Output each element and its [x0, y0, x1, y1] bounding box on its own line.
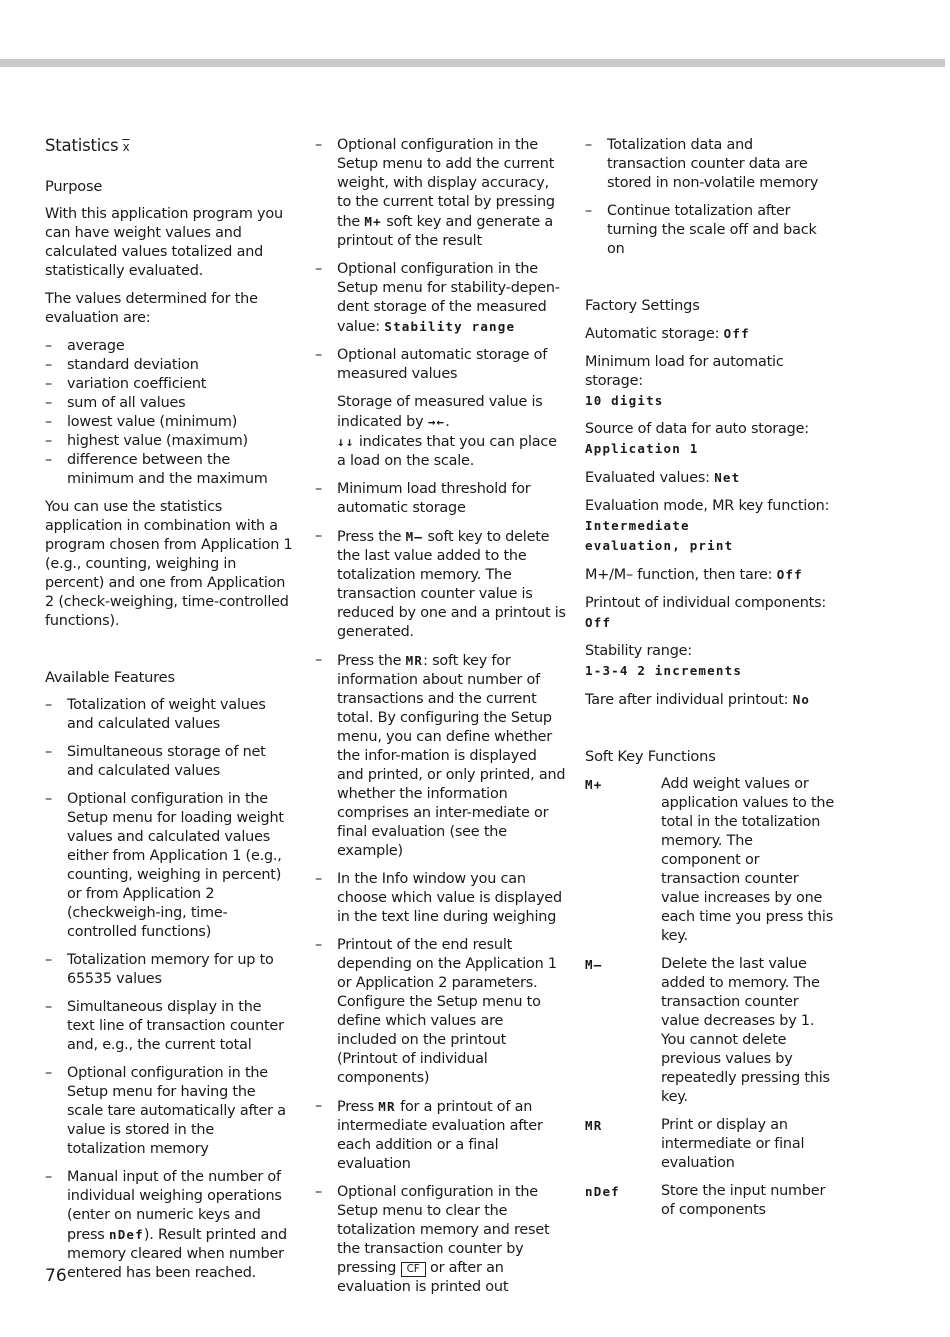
- list-item: – variation coefficient: [45, 375, 293, 394]
- softkey-row-mplus: [585, 775, 835, 946]
- softkey-description: Delete the last value added to memory. The transaction counter value decreases by 1. You cannot delete previous values by repeatedly pressing this key.: [661, 956, 830, 1105]
- list-item: – Optional configuration in the Setup menu for loading weight values and calculated values either from Application 1 (e.g., counting, weighing in percent) or from Application 2 (checkweigh-ing, time-controlled functions): [45, 790, 293, 942]
- purpose-paragraph-2: The values determined for the evaluation are:: [45, 291, 258, 326]
- list-item: – Simultaneous display in the text line of transaction counter and, e.g., the current total: [45, 998, 293, 1055]
- setting-auto-storage: Automatic storage: Off: [585, 326, 750, 342]
- list-item: – lowest value (minimum): [45, 413, 293, 432]
- purpose-paragraph-1: With this application program you can have weight values and calculated values totalized and statistically evaluated.: [45, 206, 283, 279]
- softkey-row-ndef: [585, 1182, 835, 1220]
- list-item: – Manual input of the number of individual weighing operations (enter on numeric keys and press nDef). Result printed and memory cleared when number entered has been reached.: [45, 1168, 293, 1283]
- softkey-label: M+: [585, 777, 603, 792]
- ndef-code: nDef: [108, 1227, 144, 1242]
- list-item: – highest value (maximum): [45, 432, 293, 451]
- list-item: – Press the M– soft key to delete the last value added to the totalization memory. The transaction counter value is reduced by one and a printout is generated.: [315, 527, 567, 642]
- features-list-4: [585, 136, 835, 259]
- setting-evaluation-mode: Evaluation mode, MR key function: Intermediate evaluation, print: [585, 498, 830, 553]
- softkey-label: nDef: [585, 1184, 620, 1199]
- page-number: 76: [45, 1266, 67, 1286]
- setting-tare-after-printout: Tare after individual printout: No: [585, 692, 811, 708]
- softkey-row-mr: [585, 1116, 835, 1173]
- purpose-paragraph-3: You can use the statistics application in combination with a program chosen from Application 1 (e.g., counting, weighing in percent) and one from Application 2 (check-weighing, time-controlled functions).: [45, 499, 293, 629]
- list-item: – Press the MR: soft key for information about number of transactions and the current total. By configuring the Setup menu, you can define whether the infor-mation is displayed and printed, or only printed, and whether the information comprises an inter-mediate or final evaluation (see the example): [315, 651, 567, 861]
- list-item: – Minimum load threshold for automatic storage: [315, 480, 567, 518]
- softkey-description: Store the input number of components: [661, 1183, 826, 1218]
- setting-source: Source of data for auto storage: Application 1: [585, 421, 809, 456]
- column-2: [315, 136, 567, 1306]
- factory-settings-heading: Factory Settings: [585, 297, 700, 314]
- soft-key-functions-heading: Soft Key Functions: [585, 748, 716, 765]
- header-rule: [0, 59, 945, 67]
- features-list-3: [315, 480, 567, 1297]
- softkey-label: M–: [585, 957, 603, 972]
- list-item: – Totalization data and transaction counter data are stored in non-volatile memory: [585, 136, 835, 193]
- list-item: – Simultaneous storage of net and calculated values: [45, 743, 293, 781]
- mr-code: MR: [405, 653, 424, 668]
- list-item: – difference between the minimum and the maximum: [45, 451, 293, 489]
- load-symbol-icon: ↓↓: [337, 434, 355, 449]
- stored-symbol-icon: →←: [427, 414, 446, 429]
- mr-code: MR: [378, 1099, 396, 1114]
- stability-range-code: Stability range: [384, 319, 516, 334]
- features-heading: Available Features: [45, 669, 175, 686]
- setting-min-load: Minimum load for automatic storage: 10 digits: [585, 354, 784, 408]
- section-title-text: Statistics: [45, 136, 119, 155]
- list-item: – Totalization memory for up to 65535 values: [45, 951, 293, 989]
- features-list-2: [315, 136, 567, 384]
- list-item: – Continue totalization after turning the scale off and back on: [585, 202, 835, 259]
- setting-mplus-mminus: M+/M– function, then tare: Off: [585, 567, 803, 583]
- features-list-1: [45, 696, 293, 1283]
- section-title: [45, 136, 293, 157]
- column-1: [45, 136, 293, 1292]
- list-item: – Optional configuration in the Setup menu to clear the totalization memory and reset the transaction counter by pressing CF or after an evaluation is printed out: [315, 1183, 567, 1297]
- list-item: – Press MR for a printout of an intermediate evaluation after each addition or a final evaluation: [315, 1097, 567, 1174]
- softkey-label: MR: [585, 1118, 603, 1133]
- list-item: – standard deviation: [45, 356, 293, 375]
- cf-key-icon: CF: [401, 1262, 426, 1277]
- softkey-description: Print or display an intermediate or final evaluation: [661, 1117, 805, 1171]
- setting-evaluated-values: Evaluated values: Net: [585, 470, 741, 486]
- evaluation-values-list: [45, 337, 293, 489]
- column-3: [585, 136, 835, 1229]
- setting-stability-range: Stability range: 1-3-4 2 increments: [585, 643, 743, 678]
- list-item: – sum of all values: [45, 394, 293, 413]
- list-item: – Optional configuration in the Setup menu for having the scale tare automatically after a value is stored in the totalization memory: [45, 1064, 293, 1159]
- list-item: – Optional automatic storage of measured values: [315, 346, 567, 384]
- list-item: – Optional configuration in the Setup menu to add the current weight, with display accuracy, to the current total by pressing the M+ soft key and generate a printout of the result: [315, 136, 567, 251]
- list-item: – Totalization of weight values and calculated values: [45, 696, 293, 734]
- softkey-row-mminus: [585, 955, 835, 1107]
- mplus-code: M+: [364, 214, 382, 229]
- storage-indicator-text: Storage of measured value is indicated by →←. ↓↓ indicates that you can place a load on the scale.: [337, 394, 557, 469]
- softkey-description: Add weight values or application values to the total in the totalization memory. The component or transaction counter value increases by one each time you press this key.: [661, 776, 834, 944]
- purpose-heading: Purpose: [45, 178, 103, 195]
- mminus-code: M–: [405, 529, 424, 544]
- list-item: – Optional configuration in the Setup menu for stability-depen-dent storage of the measured value: Stability range: [315, 260, 567, 337]
- list-item: – Printout of the end result depending on the Application 1 or Application 2 parameters. Configure the Setup menu to define which values are included on the printout (Printout of individual components): [315, 936, 567, 1088]
- list-item: – average: [45, 337, 293, 356]
- setting-printout-components: Printout of individual components: Off: [585, 595, 827, 630]
- list-item: – In the Info window you can choose which value is displayed in the text line during weighing: [315, 870, 567, 927]
- mean-symbol: x: [122, 140, 130, 154]
